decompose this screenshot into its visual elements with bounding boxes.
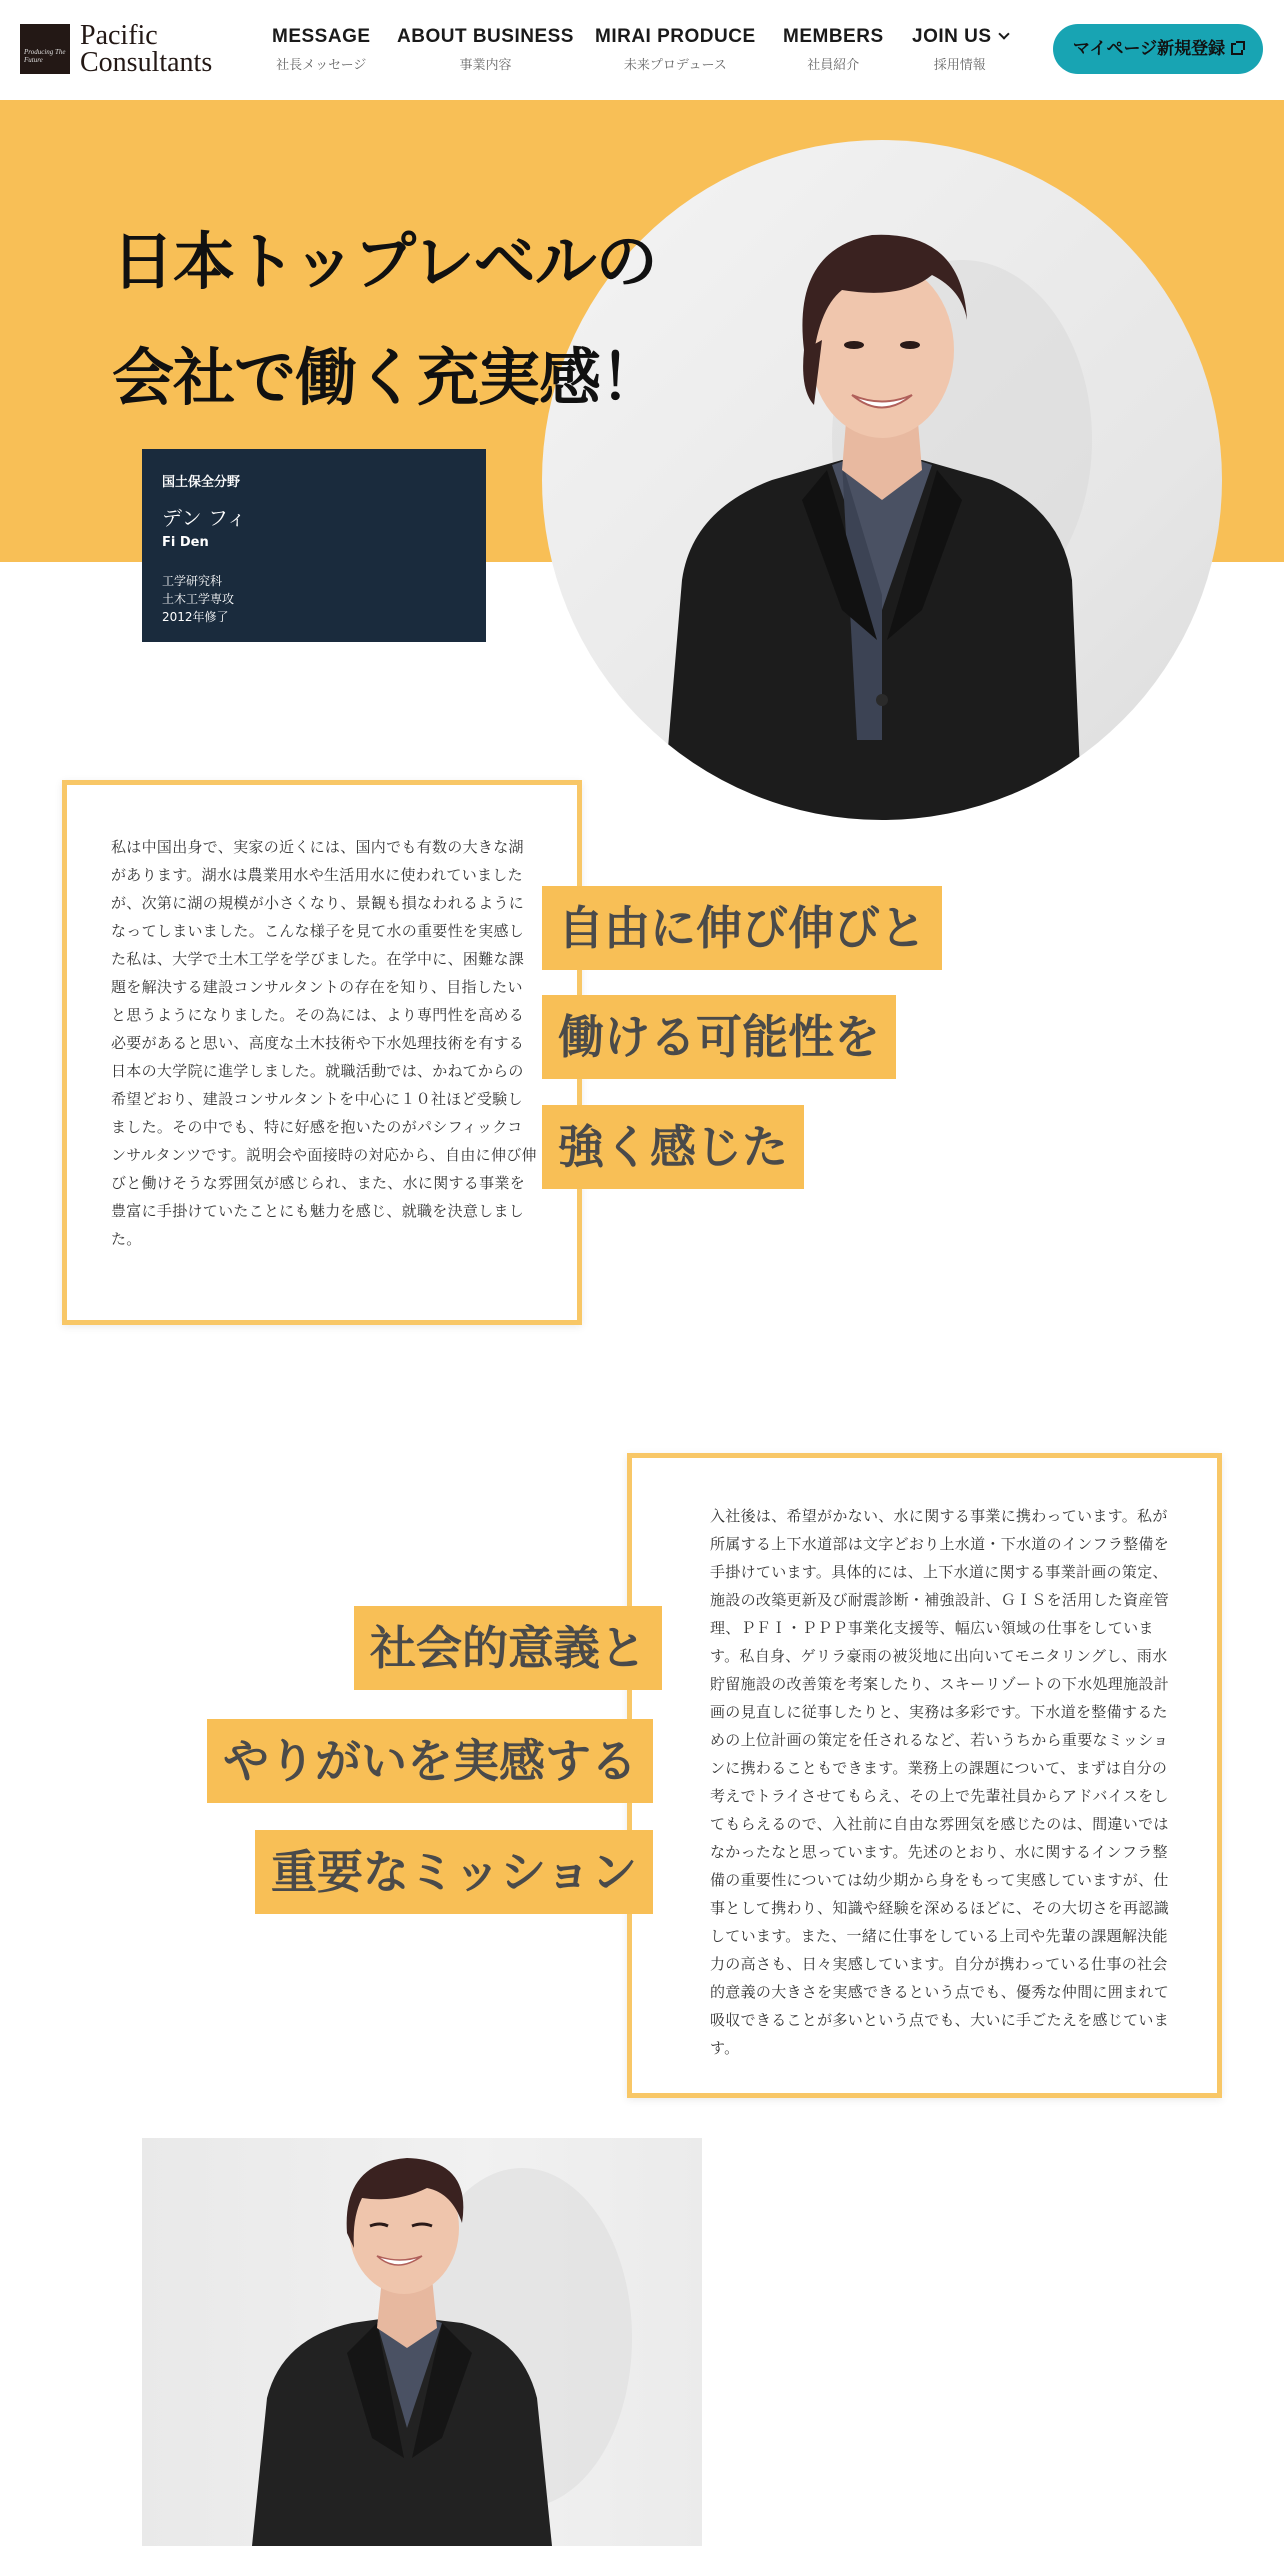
nav-sublabel: 未来プロデュース [623,58,727,73]
nav-item-about-business[interactable] [397,26,574,76]
nav-item-join-us[interactable] [912,26,1008,76]
profile-education-major: 土木工学専攻 [162,592,235,606]
hero-title [112,204,661,436]
profile-name: デン フィ [162,506,247,530]
site-header [0,0,1284,100]
nav-item-members[interactable] [783,26,884,76]
nav-label: JOIN US [912,26,992,47]
nav-label-wrap [912,26,1008,48]
headline-1-line2: 働ける可能性を [542,995,896,1079]
person-photo-2 [142,2138,702,2546]
profile-name-roman: Fi Den [162,535,209,550]
nav-label: MIRAI PRODUCE [595,26,756,47]
story-text-box-1 [62,780,582,1325]
profile-card [142,449,486,642]
headline-2-line2: やりがいを実感する [207,1719,653,1803]
logo-mark [20,24,70,74]
logo-line2: Consultants [80,47,213,78]
nav-label: ABOUT BUSINESS [397,26,574,47]
profile-education-faculty: 工学研究科 [162,574,223,588]
nav-sublabel: 採用情報 [933,58,986,73]
profile-department: 国土保全分野 [162,475,241,490]
external-link-icon [1231,43,1243,55]
company-logo[interactable] [20,22,230,80]
nav-item-message[interactable] [272,26,371,76]
nav-label: MESSAGE [272,26,371,47]
story-paragraph-2: 入社後は、希望がかない、水に関する事業に携わっています。私が所属する上下水道部は文字どおり上水道・下水道のインフラ整備を手掛けています。具体的には、上下水道に関する事業計画の策定、施設の改築更新及び耐震診断・補強設計、ＧＩＳを活用した資産管理、ＰＦＩ・ＰＰＰ事業化支援等、幅広い領域の仕事をしています。私自身、ゲリラ豪雨の被災地に出向いてモニタリングし、雨水貯留施設の改善策を考案したり、スキーリゾートの下水処理施設計画の見直しに従事したりと、実務は多彩です。下水道を整備するための上位計画の策定を任されるなど、若いうちから重要なミッションに携わることもできます。業務上の課題について、まずは自分の考えでトライさせてもらえ、その上で先輩社員からアドバイスをしてもらえるので、入社前に自由な雰囲気を感じたのは、間違いではなかったなと思っています。先述のとおり、水に関するインフラ整備の重要性については幼少期から身をもって実感していますが、仕事として携わり、知識や経験を深めるほどに、その大切さを再認識しています。また、一緒に仕事をしている上司や先輩の課題解決能力の高さも、日々実感しています。自分が携わっている仕事の社会的意義の大きさを実感できるという点でも、優秀な仲間に囲まれて吸収できることが多いという点でも、大いに手ごたえを感じています。 [710,1507,1170,2057]
hero-title-line2: 会社で働く充実感！ [112,341,662,414]
mypage-register-button[interactable] [1053,24,1263,74]
headline-2-line3: 重要なミッション [255,1830,653,1914]
headline-1-line1: 自由に伸び伸びと [542,886,942,970]
story-paragraph-1: 私は中国出身で、実家の近くには、国内でも有数の大きな湖があります。湖水は農業用水や生活用水に使われていましたが、次第に湖の規模が小さくなり、景観も損なわれるようになってしまいました。こんな様子を見て水の重要性を実感した私は、大学で土木工学を学びました。在学中に、困難な課題を解決する建設コンサルタントの存在を知り、目指したいと思うようになりました。その為には、より専門性を高める必要があると思い、高度な土木技術や下水処理技術を有する日本の大学院に進学しました。就職活動では、かねてからの希望どおり、建設コンサルタントを中心に１０社ほど受験しました。その中でも、特に好感を抱いたのがパシフィックコンサルタンツです。説明会や面接時の対応から、自由に伸び伸びと働けそうな雰囲気が感じられ、また、水に関する事業を豊富に手掛けていたことにも魅力を感じ、就職を決意しました。 [111,838,537,1248]
profile-education [162,572,466,626]
logo-wordmark [80,22,212,76]
person-side-photo-image [142,2138,702,2546]
logo-mark-text: Producing The Future [24,48,66,64]
nav-sublabel: 事業内容 [459,58,512,73]
logo-line1: Pacific [80,20,158,51]
cta-label: マイページ新規登録 [1072,39,1226,59]
story-text-box-2 [627,1453,1222,2098]
hero-title-line1: 日本トップレベルの [112,225,657,298]
headline-1-line3: 強く感じた [542,1105,804,1189]
profile-education-year: 2012年修了 [162,610,229,624]
nav-item-mirai-produce[interactable] [595,26,756,76]
nav-label: MEMBERS [783,26,884,47]
chevron-down-icon [998,28,1009,39]
nav-sublabel: 社員紹介 [807,58,860,73]
nav-sublabel: 社長メッセージ [276,58,367,73]
headline-2-line1: 社会的意義と [354,1606,662,1690]
